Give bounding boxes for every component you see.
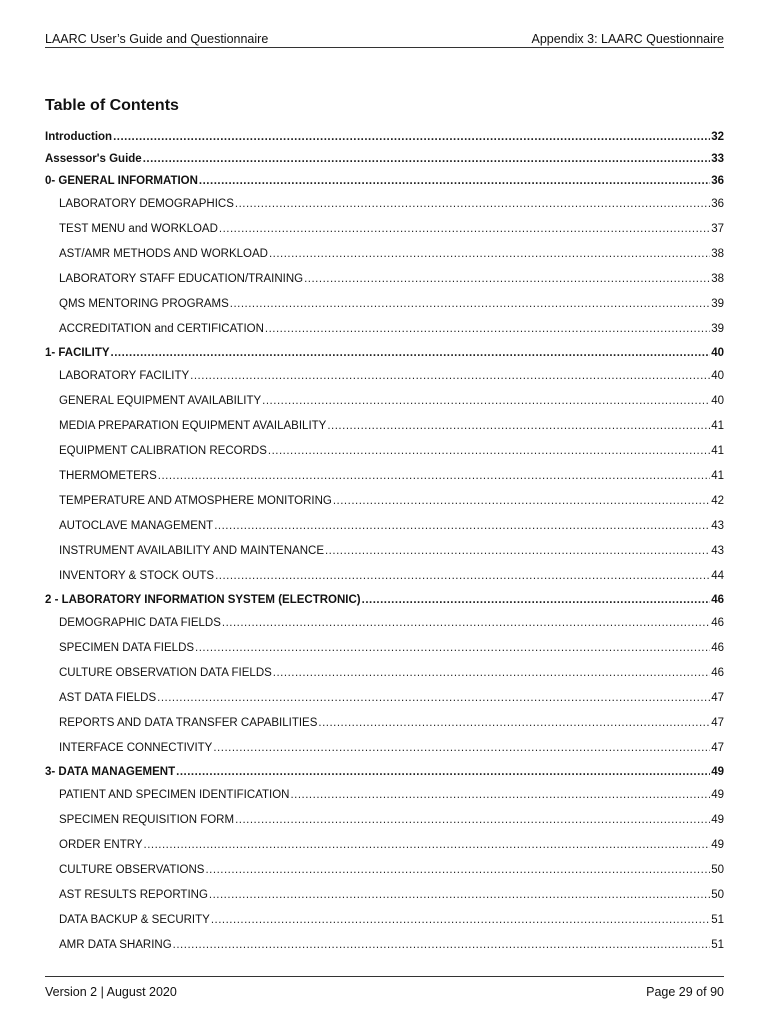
toc-dot-leader	[262, 389, 710, 414]
toc-dot-leader	[158, 464, 710, 489]
toc-entry-page: 40	[711, 395, 724, 407]
toc-entry-page: 50	[711, 889, 724, 901]
toc-entry-page: 46	[711, 667, 724, 679]
toc-entry-label: AUTOCLAVE MANAGEMENT	[59, 520, 214, 532]
toc-dot-leader	[222, 611, 710, 636]
toc-entry-page: 32	[711, 131, 724, 143]
toc-subsection-link[interactable]	[45, 364, 724, 389]
page-header	[45, 28, 724, 48]
header-section-title: Appendix 3: LAARC Questionnaire	[531, 32, 724, 46]
toc-dot-leader	[268, 439, 710, 464]
toc-dot-leader	[195, 636, 710, 661]
toc-entry-page: 49	[711, 766, 724, 778]
toc-entry-page: 49	[711, 789, 724, 801]
toc-subsection-link[interactable]	[45, 783, 724, 808]
toc-entry-page: 41	[711, 470, 724, 482]
toc-dot-leader	[219, 217, 710, 242]
toc-dot-leader	[143, 148, 711, 170]
toc-dot-leader	[176, 761, 710, 783]
toc-dot-leader	[215, 564, 710, 589]
toc-subsection-link[interactable]	[45, 217, 724, 242]
toc-entry-page: 36	[711, 175, 724, 187]
toc-entry-page: 43	[711, 545, 724, 557]
toc-entry-label: CULTURE OBSERVATION DATA FIELDS	[59, 667, 272, 679]
toc-entry-page: 42	[711, 495, 724, 507]
toc-entry-label: LABORATORY FACILITY	[59, 370, 190, 382]
toc-entry-label: AST/AMR METHODS AND WORKLOAD	[59, 248, 268, 260]
toc-dot-leader	[113, 126, 710, 148]
toc-dot-leader	[362, 589, 711, 611]
toc-dot-leader	[157, 686, 710, 711]
toc-subsection-link[interactable]	[45, 858, 724, 883]
toc-entry-page: 46	[711, 642, 724, 654]
toc-dot-leader	[213, 736, 710, 761]
toc-entry-label: CULTURE OBSERVATIONS	[59, 864, 205, 876]
toc-subsection-link[interactable]	[45, 908, 724, 933]
toc-dot-leader	[199, 170, 710, 192]
toc-entry-page: 46	[711, 617, 724, 629]
toc-subsection-link[interactable]	[45, 514, 724, 539]
toc-subsection-link[interactable]	[45, 711, 724, 736]
toc-subsection-link[interactable]	[45, 292, 724, 317]
toc-entry-label: LABORATORY DEMOGRAPHICS	[59, 198, 234, 210]
toc-subsection-link[interactable]	[45, 833, 724, 858]
toc-subsection-link[interactable]	[45, 883, 724, 908]
toc-dot-leader	[235, 808, 710, 833]
toc-entry-page: 40	[711, 370, 724, 382]
toc-entry-label: 2 - LABORATORY INFORMATION SYSTEM (ELECTRONIC)	[45, 594, 361, 606]
toc-entry-label: ACCREDITATION and CERTIFICATION	[59, 323, 264, 335]
toc-section-link[interactable]	[45, 148, 724, 170]
toc-dot-leader	[209, 883, 710, 908]
toc-entry-page: 43	[711, 520, 724, 532]
toc-entry-label: SPECIMEN REQUISITION FORM	[59, 814, 235, 826]
toc-dot-leader	[304, 267, 710, 292]
toc-dot-leader	[144, 833, 711, 858]
toc-entry-page: 37	[711, 223, 724, 235]
toc-subsection-link[interactable]	[45, 736, 724, 761]
toc-subsection-link[interactable]	[45, 636, 724, 661]
toc-entry-label: TEST MENU and WORKLOAD	[59, 223, 218, 235]
toc-section-link[interactable]	[45, 761, 724, 783]
toc-dot-leader	[205, 858, 710, 883]
toc-entry-label: INSTRUMENT AVAILABILITY AND MAINTENANCE	[59, 545, 324, 557]
toc-subsection-link[interactable]	[45, 389, 724, 414]
toc-entry-page: 51	[711, 939, 724, 951]
toc-entry-page: 51	[711, 914, 724, 926]
toc-subsection-link[interactable]	[45, 317, 724, 342]
toc-entry-page: 47	[711, 742, 724, 754]
footer-version: Version 2 | August 2020	[45, 985, 177, 999]
toc-subsection-link[interactable]	[45, 564, 724, 589]
toc-entry-label: INTERFACE CONNECTIVITY	[59, 742, 213, 754]
toc-entry-label: Introduction	[45, 131, 113, 143]
table-of-contents	[45, 126, 724, 958]
toc-dot-leader	[333, 489, 710, 514]
toc-dot-leader	[230, 292, 710, 317]
toc-entry-page: 47	[711, 692, 724, 704]
toc-entry-page: 49	[711, 814, 724, 826]
toc-dot-leader	[318, 711, 710, 736]
toc-entry-label: REPORTS AND DATA TRANSFER CAPABILITIES	[59, 717, 318, 729]
toc-dot-leader	[211, 908, 710, 933]
toc-entry-label: 1- FACILITY	[45, 347, 110, 359]
toc-subsection-link[interactable]	[45, 439, 724, 464]
toc-subsection-link[interactable]	[45, 489, 724, 514]
toc-entry-page: 49	[711, 839, 724, 851]
toc-entry-label: DATA BACKUP & SECURITY	[59, 914, 210, 926]
toc-entry-label: SPECIMEN DATA FIELDS	[59, 642, 195, 654]
toc-dot-leader	[290, 783, 710, 808]
toc-subsection-link[interactable]	[45, 192, 724, 217]
toc-entry-label: 0- GENERAL INFORMATION	[45, 175, 198, 187]
toc-subsection-link[interactable]	[45, 464, 724, 489]
toc-entry-page: 38	[711, 248, 724, 260]
toc-section-link[interactable]	[45, 342, 724, 364]
toc-subsection-link[interactable]	[45, 933, 724, 958]
toc-entry-page: 38	[711, 273, 724, 285]
toc-entry-label: TEMPERATURE AND ATMOSPHERE MONITORING	[59, 495, 332, 507]
toc-dot-leader	[325, 539, 710, 564]
toc-entry-page: 36	[711, 198, 724, 210]
toc-entry-label: MEDIA PREPARATION EQUIPMENT AVAILABILITY	[59, 420, 327, 432]
toc-entry-label: ORDER ENTRY	[59, 839, 143, 851]
toc-entry-page: 41	[711, 420, 724, 432]
toc-entry-page: 33	[711, 153, 724, 165]
toc-entry-label: LABORATORY STAFF EDUCATION/TRAINING	[59, 273, 304, 285]
toc-subsection-link[interactable]	[45, 414, 724, 439]
toc-entry-label: PATIENT AND SPECIMEN IDENTIFICATION	[59, 789, 290, 801]
toc-entry-label: AMR DATA SHARING	[59, 939, 172, 951]
toc-entry-page: 47	[711, 717, 724, 729]
toc-entry-label: EQUIPMENT CALIBRATION RECORDS	[59, 445, 267, 457]
toc-entry-label: INVENTORY & STOCK OUTS	[59, 570, 215, 582]
toc-entry-label: AST DATA FIELDS	[59, 692, 157, 704]
toc-dot-leader	[173, 933, 711, 958]
toc-subsection-link[interactable]	[45, 808, 724, 833]
toc-entry-page: 44	[711, 570, 724, 582]
header-document-title: LAARC User’s Guide and Questionnaire	[45, 32, 269, 46]
toc-dot-leader	[190, 364, 710, 389]
toc-entry-page: 50	[711, 864, 724, 876]
toc-entry-label: 3- DATA MANAGEMENT	[45, 766, 176, 778]
toc-section-link[interactable]	[45, 126, 724, 148]
toc-title: Table of Contents	[45, 97, 179, 114]
toc-entry-label: DEMOGRAPHIC DATA FIELDS	[59, 617, 221, 629]
footer-page-number: Page 29 of 90	[646, 985, 724, 999]
toc-dot-leader	[269, 242, 710, 267]
toc-dot-leader	[273, 661, 710, 686]
page-footer	[45, 976, 724, 999]
toc-dot-leader	[111, 342, 711, 364]
toc-entry-label: QMS MENTORING PROGRAMS	[59, 298, 229, 310]
toc-dot-leader	[214, 514, 710, 539]
toc-subsection-link[interactable]	[45, 686, 724, 711]
toc-dot-leader	[265, 317, 710, 342]
toc-entry-label: THERMOMETERS	[59, 470, 157, 482]
toc-entry-page: 39	[711, 298, 724, 310]
toc-section-link[interactable]	[45, 589, 724, 611]
toc-subsection-link[interactable]	[45, 661, 724, 686]
toc-subsection-link[interactable]	[45, 611, 724, 636]
toc-entry-label: Assessor's Guide	[45, 153, 142, 165]
toc-subsection-link[interactable]	[45, 242, 724, 267]
toc-entry-label: AST RESULTS REPORTING	[59, 889, 208, 901]
toc-dot-leader	[235, 192, 710, 217]
toc-dot-leader	[327, 414, 710, 439]
toc-entry-page: 46	[711, 594, 724, 606]
toc-entry-page: 39	[711, 323, 724, 335]
toc-subsection-link[interactable]	[45, 267, 724, 292]
toc-entry-label: GENERAL EQUIPMENT AVAILABILITY	[59, 395, 262, 407]
toc-section-link[interactable]	[45, 170, 724, 192]
toc-entry-page: 40	[711, 347, 724, 359]
toc-subsection-link[interactable]	[45, 539, 724, 564]
toc-entry-page: 41	[711, 445, 724, 457]
